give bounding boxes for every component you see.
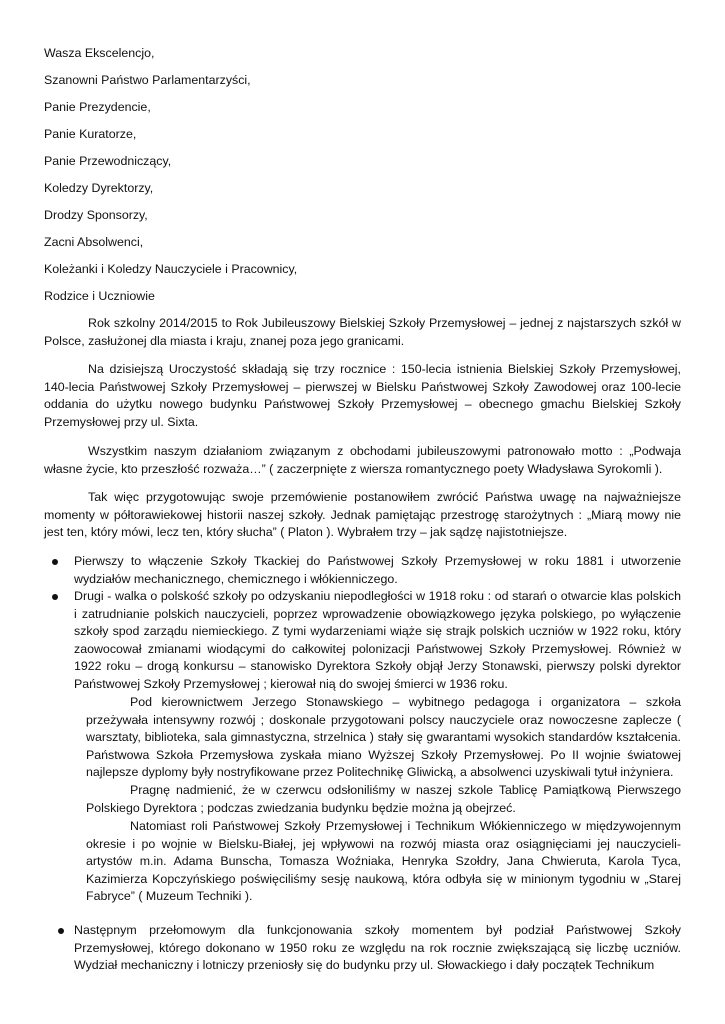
body-paragraph: Tak więc przygotowując swoje przemówienie postanowiłem zwrócić Państwa uwagę na najważniejsze momenty w półtorawiekowej historii naszej szkoły. Jednak pamiętając przestrogę starożytnych : „Miarą mowy nie jest ten, który mówi, lecz ten, który słucha” ( Platon ). Wybrałem trzy – jak sądzę najistotniejsze. bbox=[44, 490, 681, 540]
bullet-text: Następnym przełomowym dla funkcjonowania szkoły momentem był podział Państwowej Szkoły Przemysłowej, którego dokonano w 1950 roku ze względu na rok rocznie zwiększającą się liczbę uczniów. Wydział mechaniczny i lotniczy przeniosły się do budynku przy ul. Słowackiego i dały początek Technikum bbox=[74, 923, 681, 973]
salutation: Szanowni Państwo Parlamentarzyści, bbox=[44, 73, 251, 87]
salutation: Koleżanki i Koledzy Nauczyciele i Pracownicy, bbox=[44, 262, 298, 276]
salutation: Panie Kuratorze, bbox=[44, 127, 137, 141]
bullet-icon bbox=[58, 928, 64, 934]
body-paragraph: Rok szkolny 2014/2015 to Rok Jubileuszowy Bielskiej Szkoły Przemysłowej – jednej z najstarszych szkół w Polsce, zasłużonej dla miasta i kraju, znanej poza jego granicami. bbox=[44, 316, 681, 348]
bullet-text: Drugi - walka o polskość szkoły po odzyskaniu niepodległości w 1918 roku : od starań o otwarcie klas polskich i zatrudnianie polskich nauczycieli, poprzez wprowadzenie obowiązkowego języka polskiego, po wyłączenie szkoły spod zarządu niemieckiego. Z tymi wydarzeniami wiąże się strajk polskich uczniów w 1922 roku, który zaowocował zmianami wiodącymi do całkowitej polonizacji Państwowej Szkoły Przemysłowej. Również w 1922 roku – drogą konkursu – stanowisko Dyrektora Szkoły objął Jerzy Stonawski, pierwszy polski dyrektor Państwowej Szkoły Przemysłowej ; kierował nią do swojej śmierci w 1936 roku. bbox=[74, 589, 681, 691]
salutation: Panie Przewodniczący, bbox=[44, 154, 172, 168]
salutation: Koledzy Dyrektorzy, bbox=[44, 181, 154, 195]
salutation: Drodzy Sponsorzy, bbox=[44, 208, 148, 222]
salutation: Panie Prezydencie, bbox=[44, 100, 151, 114]
sub-paragraph: Natomiast roli Państwowej Szkoły Przemysłowej i Technikum Włókienniczego w międzywojennym okresie i po wojnie w Bielsku-Białej, jej wpływowi na rozwój miasta oraz osiągnięciami jej nauczycieli-artystów m.in. Adama Bunscha, Tomasza Woźniaka, Henryka Szołdry, Jana Chwieruta, Karola Tyca, Kazimierza Kopczyńskiego poświęciliśmy sesję naukową, która odbyła się w minionym tygodniu w „Starej Fabryce” ( Muzeum Techniki ). bbox=[86, 819, 681, 904]
body-paragraph: Wszystkim naszym działaniom związanym z obchodami jubileuszowymi patronowało motto : „Podwaja własne życie, kto przeszłość rozważa…” ( zaczerpnięte z wiersza romantycznego poety Władysława Syrokomli ). bbox=[44, 444, 681, 476]
salutation: Zacni Absolwenci, bbox=[44, 235, 144, 249]
sub-paragraph: Pod kierownictwem Jerzego Stonawskiego – wybitnego pedagoga i organizatora – szkoła przeżywała intensywny rozwój ; doskonale przygotowani polscy nauczyciele oraz nowoczesne zaplecze ( warsztaty, biblioteka, sala gimnastyczna, strzelnica ) stały się gwarantami wysokich standardów kształcenia. Państwowa Szkoła Przemysłowa zyskała miano Wyższej Szkoły Przemysłowej. Po II wojnie światowej najlepsze dyplomy były nostryfikowane przez Politechnikę Gliwicką, a absolwenci uzyskiwali tytuł inżyniera. bbox=[86, 695, 681, 780]
bullet-text: Pierwszy to włączenie Szkoły Tkackiej do Państwowej Szkoły Przemysłowej w roku 1881 i utworzenie wydziałów mechanicznego, chemicznego i włókienniczego. bbox=[74, 554, 681, 586]
bullet-icon bbox=[52, 594, 58, 600]
bullet-icon bbox=[52, 559, 58, 565]
salutation: Rodzice i Uczniowie bbox=[44, 289, 155, 303]
salutation: Wasza Ekscelencjo, bbox=[44, 46, 155, 60]
sub-paragraph: Pragnę nadmienić, że w czerwcu odsłoniliśmy w naszej szkole Tablicę Pamiątkową Pierwszego Polskiego Dyrektora ; podczas zwiedzania budynku będzie można ją obejrzeć. bbox=[86, 783, 681, 815]
body-paragraph: Na dzisiejszą Uroczystość składają się trzy rocznice : 150-lecia istnienia Bielskiej Szkoły Przemysłowej, 140-lecia Państwowej Szkoły Przemysłowej – pierwszej w Bielsku Państwowej Szkoły Zawodowej oraz 100-lecie oddania do użytku nowego budynku Państwowej Szkoły Przemysłowej – obecnego gmachu Bielskiej Szkoły Przemysłowej przy ul. Sixta. bbox=[44, 362, 681, 429]
